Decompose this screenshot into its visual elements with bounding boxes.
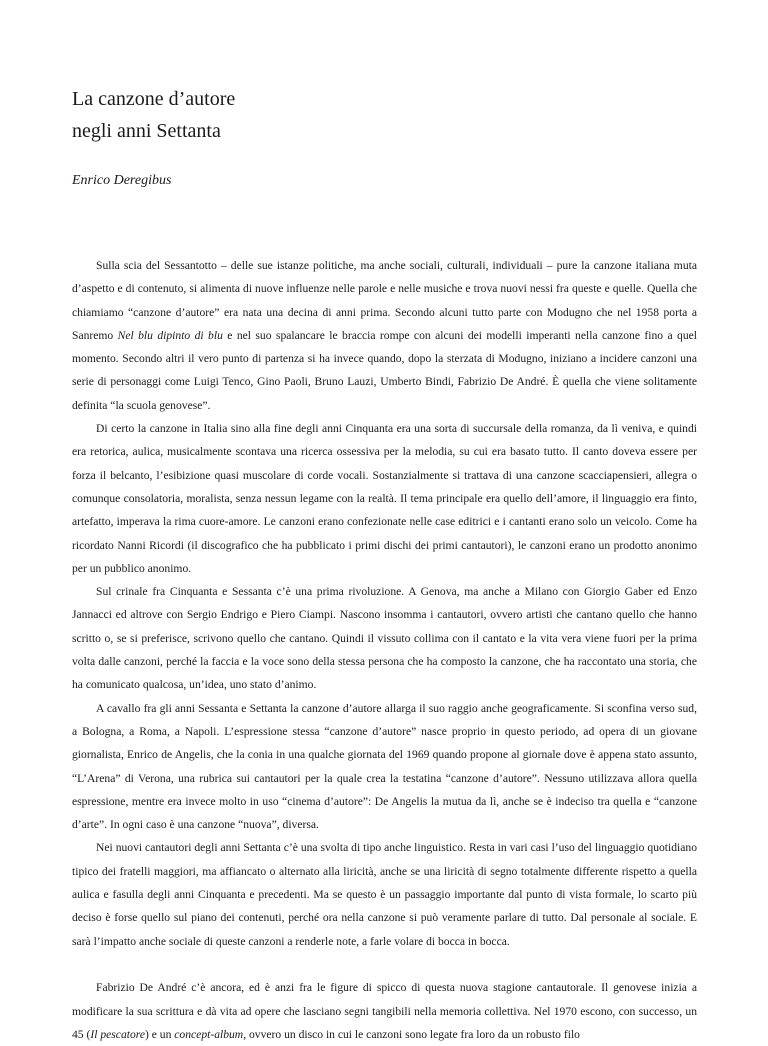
paragraph-1: Sulla scia del Sessantotto – delle sue istanze politiche, ma anche sociali, culturali, individuali – pure la canzone italiana muta d’aspetto e di contenuto, si alimenta di nuove influenze nelle parole e nelle musiche e trova nuovi nessi fra queste e quelle. Quella che chiamiamo “canzone d’autore” era nata una decina di anni prima. Secondo alcuni tutto parte con Modugno che nel 1958 porta a Sanremo Nel blu dipinto di blu e nel suo spalancare le braccia rompe con alcuni dei modelli imperanti nella canzone fino a quel momento. Secondo altri il vero punto di partenza si ha invece quando, dopo la sterzata di Modugno, iniziano a incidere canzoni una serie di personaggi come Luigi Tenco, Gino Paoli, Bruno Lauzi, Umberto Bindi, Fabrizio De André. È quella che viene solitamente definita “la scuola genovese”. [72,259,697,412]
paragraph-4: A cavallo fra gli anni Sessanta e Settanta la canzone d’autore allarga il suo raggio anche geograficamente. Si sconfina verso sud, a Bologna, a Roma, a Napoli. L’espressione stessa “canzone d’autore” nasce proprio in questo periodo, ad opera di un giovane giornalista, Enrico de Angelis, che la conia in una qualche giornata del 1969 quando propone al giornale dove è appena stato assunto, “L’Arena” di Verona, una rubrica sui cantautori per la quale crea la testatina “canzone d’autore”. Nessuno utilizzava allora quella espressione, mentre era invece molto in uso “cinema d’autore”: De Angelis la mutua da lì, anche se è indeciso tra quella e “canzone d’arte”. In ogni caso è una canzone “nuova”, diversa. [72,701,697,832]
title-line-2: negli anni Settanta [72,120,221,142]
article-body [72,254,697,1046]
song-title: Nel blu dipinto di blu [117,328,223,342]
document-title [72,83,235,147]
paragraph-5: Nei nuovi cantautori degli anni Settanta c’è una svolta di tipo anche linguistico. Resta in vari casi l’uso del linguaggio quotidiano tipico dei fratelli maggiori, ma affiancato o alternato alla liricità, anche se una liricità di segno totalmente differente rispetto a quella aulica e fasulla degli anni Cinquanta e precedenti. Ma se questo è un passaggio importante dal punto di vista formale, lo scarto più deciso è forse quello sul piano dei contenuti, perché ora nella canzone si può veramente parlare di tutto. Dal personale al sociale. E sarà l’impatto anche sociale di queste canzoni a renderle note, a farle volare di bocca in bocca. [72,841,697,948]
term-concept-album: concept-album [174,1027,244,1041]
paragraph-6: Fabrizio De André c’è ancora, ed è anzi fra le figure di spicco di questa nuova stagione cantautorale. Il genovese inizia a modificare la sua scrittura e dà vita ad opere che lasciano segni tangibili nella memoria collettiva. Nel 1970 escono, con successo, un 45 (Il pescatore) e un concept-album, ovvero un disco in cui le canzoni sono legate fra loro da un robusto filo [72,981,697,1041]
paragraph-2: Di certo la canzone in Italia sino alla fine degli anni Cinquanta era una sorta di succursale della romanza, da lì veniva, e quindi era retorica, aulica, musicalmente scontava una ricerca ossessiva per la melodia, su cui era basato tutto. Il canto doveva essere per forza il belcanto, l’esibizione quasi muscolare di corde vocali. Sostanzialmente si trattava di una canzone scacciapensieri, allegra o comunque consolatoria, moralista, senza nessun legame con la realtà. Il tema principale era quello dell’amore, il linguaggio era finto, artefatto, imperava la rima cuore-amore. Le canzoni erano confezionate nelle case editrici e i cantanti erano solo un veicolo. Come ha ricordato Nanni Ricordi (il discografico che ha pubblicato i primi dischi dei primi cantautori), le canzoni erano un prodotto anonimo per un pubblico anonimo. [72,422,697,575]
paragraph-3: Sul crinale fra Cinquanta e Sessanta c’è una prima rivoluzione. A Genova, ma anche a Milano con Giorgio Gaber ed Enzo Jannacci ed altrove con Sergio Endrigo e Piero Ciampi. Nascono insomma i cantautori, ovvero artisti che cantano quello che hanno scritto o, se si preferisce, scrivono quello che cantano. Quindi il vissuto collima con il cantato e la vita vera viene fuori per la prima volta dalle canzoni, perché la faccia e la voce sono della stessa persona che ha composto la canzone, che ha raccontato una storia, che ha comunicato qualcosa, un’idea, uno stato d’animo. [72,585,697,692]
song-title: Il pescatore [90,1027,145,1041]
title-line-1: La canzone d’autore [72,88,236,110]
author-name: Enrico Deregibus [72,173,172,188]
